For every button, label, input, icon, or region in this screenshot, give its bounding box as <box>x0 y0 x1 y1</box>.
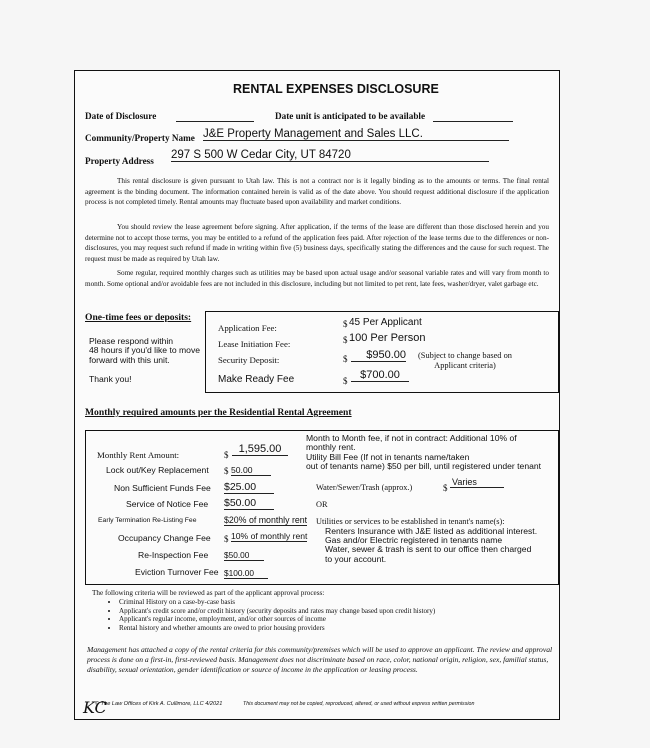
respond-note <box>89 337 200 365</box>
dollar-sign: $ <box>443 483 448 493</box>
monthly-heading: Monthly required amounts per the Residential Rental Agreement <box>85 407 352 418</box>
one-time-fees-box <box>205 311 559 393</box>
utility-bill-fee-note <box>306 453 541 472</box>
utility-bill-line: out of tenants name) $50 per bill, until registered under tenant <box>306 461 542 472</box>
lockout-fee-label: Lock out/Key Replacement <box>106 465 209 475</box>
month-to-month-line: Month to Month fee, if not in contract: Additional 10% of <box>306 433 517 443</box>
date-of-disclosure-field[interactable] <box>176 121 254 122</box>
thank-you-text: Thank you! <box>89 374 132 384</box>
law-office-credit: © The Law Offices of Kirk A. Cullimore, LLC 4/2021 <box>95 701 223 707</box>
utility-bill-line: Utility Bill Fee (If not in tenants name/taken <box>306 452 470 462</box>
month-to-month-line: monthly rent. <box>306 442 356 453</box>
management-note: Management has attached a copy of the rental criteria for this community/premises which will be used to approve an applicant. The review and approval process is done on a first-in, first-reviewed basis. Management does not discriminate based on race, color, national origin, religion, sex, familial status, disability, sexual orientation, gender identification or source of income in the application or leasing process. <box>87 645 553 674</box>
dollar-sign: $ <box>224 466 229 476</box>
criteria-intro: The following criteria will be reviewed as part of the applicant approval process: <box>92 589 325 597</box>
dollar-sign: $ <box>224 534 229 544</box>
make-ready-fee-label: Make Ready Fee <box>218 374 295 385</box>
deposit-note <box>418 351 512 370</box>
service-of-notice-label: Service of Notice Fee <box>126 499 209 509</box>
disclosure-form <box>74 70 560 720</box>
tenant-service-line: to your account. <box>325 553 387 564</box>
dollar-sign: $ <box>343 319 348 329</box>
criteria-item: • Applicant's credit score and/or credit history (security deposits and rates may change based upon credit history) <box>119 607 545 616</box>
early-termination-value[interactable]: $20% of monthly rent <box>224 515 308 525</box>
disclosure-paragraph-1: This rental disclosure is given pursuant to Utah law. This is not a contract nor is it legally binding as to the amounts or terms. The final rental agreement is the binding document. The information contained herein is valid as of the date above. You should request additional disclosure if the application process is not completed timely. Rental amounts may fluctuate based upon availability and market conditions. <box>85 177 549 207</box>
nsf-fee-value[interactable]: $25.00 <box>224 481 274 494</box>
eviction-turnover-label: Eviction Turnover Fee <box>135 567 219 577</box>
monthly-rent-label: Monthly Rent Amount: <box>97 450 180 460</box>
kc-logo: KC <box>83 698 107 717</box>
tenant-services-list <box>325 527 537 564</box>
monthly-amounts-box <box>85 430 559 585</box>
disclosure-paragraph-2: You should review the lease agreement before signing. After application, if the terms of the lease are different than those disclosed herein and you determine not to accept those terms, you may be entitled to a refund of the application fees paid. After rejection of the lease terms due to the differences or non-disclosures, you may request such refund if made in writing within five (5) business days, specifically stating the differences and the cause for such request. The request must be made as required by Utah law. <box>85 223 549 263</box>
water-sewer-trash-label: Water/Sewer/Trash (approx.) <box>316 483 413 492</box>
service-of-notice-value[interactable]: $50.00 <box>224 497 274 510</box>
deposit-note-line: Applicant criteria) <box>434 360 496 370</box>
application-fee-value[interactable]: 45 Per Applicant <box>349 317 422 328</box>
criteria-item: • Criminal History on a case-by-case basis <box>119 598 545 607</box>
re-inspection-label: Re-Inspection Fee <box>138 550 209 560</box>
water-sewer-trash-value[interactable]: Varies <box>450 477 504 488</box>
lockout-fee-value[interactable]: 50.00 <box>231 465 271 476</box>
lease-initiation-fee-value[interactable]: 100 Per Person <box>349 332 426 344</box>
dollar-sign: $ <box>224 450 229 460</box>
or-text: OR <box>316 500 328 509</box>
security-deposit-label: Security Deposit: <box>218 355 280 365</box>
tenant-service-line: Renters Insurance with J&E listed as additional interest. <box>325 526 538 536</box>
dollar-sign: $ <box>343 376 348 386</box>
address-field[interactable]: 297 S 500 W Cedar City, UT 84720 <box>171 149 489 162</box>
month-to-month-note <box>306 434 517 453</box>
criteria-list <box>105 598 545 632</box>
security-deposit-value[interactable]: $950.00 <box>351 349 406 362</box>
criteria-item: • Rental history and whether amounts are owed to prior housing providers <box>119 624 545 633</box>
community-label: Community/Property Name <box>85 133 195 143</box>
date-available-label: Date unit is anticipated to be available <box>275 111 426 121</box>
make-ready-fee-value[interactable]: $700.00 <box>351 369 409 382</box>
tenant-service-line: Gas and/or Electric registered in tenants name <box>325 535 503 546</box>
date-of-disclosure-label: Date of Disclosure <box>85 111 157 121</box>
occupancy-change-label: Occupancy Change Fee <box>118 533 211 543</box>
eviction-turnover-value[interactable]: $100.00 <box>224 568 268 579</box>
monthly-rent-value[interactable]: 1,595.00 <box>232 443 288 456</box>
copy-notice: This document may not be copied, reproduced, altered, or used without express written permission <box>243 701 475 707</box>
tenant-services-label: Utilities or services to be established in tenant's name(s): <box>316 517 505 526</box>
page-title: RENTAL EXPENSES DISCLOSURE <box>233 82 439 96</box>
respond-note-line: Please respond within <box>89 336 174 346</box>
address-label: Property Address <box>85 156 154 166</box>
early-termination-label: Early Termination Re-Listing Fee <box>98 517 197 524</box>
one-time-fees-heading: One-time fees or deposits: <box>85 312 192 323</box>
application-fee-label: Application Fee: <box>218 323 277 333</box>
tenant-service-line: Water, sewer & trash is sent to our office then charged <box>325 544 532 555</box>
occupancy-change-value[interactable]: 10% of monthly rent <box>231 531 308 541</box>
criteria-item: • Applicant's regular income, employment, and/or other sources of income <box>119 615 545 624</box>
deposit-note-line: (Subject to change based on <box>418 351 512 360</box>
community-field[interactable]: J&E Property Management and Sales LLC. <box>203 128 509 141</box>
re-inspection-value[interactable]: $50.00 <box>224 550 264 561</box>
lease-initiation-fee-label: Lease Initiation Fee: <box>218 339 291 349</box>
nsf-fee-label: Non Sufficient Funds Fee <box>114 483 211 493</box>
dollar-sign: $ <box>343 354 348 364</box>
date-available-field[interactable] <box>433 121 513 122</box>
respond-note-line: forward with this unit. <box>89 354 170 365</box>
disclosure-paragraph-3: Some regular, required monthly charges such as utilities may be based upon actual usage and/or seasonal variable rates and will vary from month to month. Some optional and/or avoidable fees are not included in this disclosure, including but not limited to pet rent, late fees, washer/dryer, valet garbage etc. <box>85 269 549 288</box>
respond-note-line: 48 hours if you'd like to move <box>89 345 201 356</box>
dollar-sign: $ <box>343 335 348 345</box>
